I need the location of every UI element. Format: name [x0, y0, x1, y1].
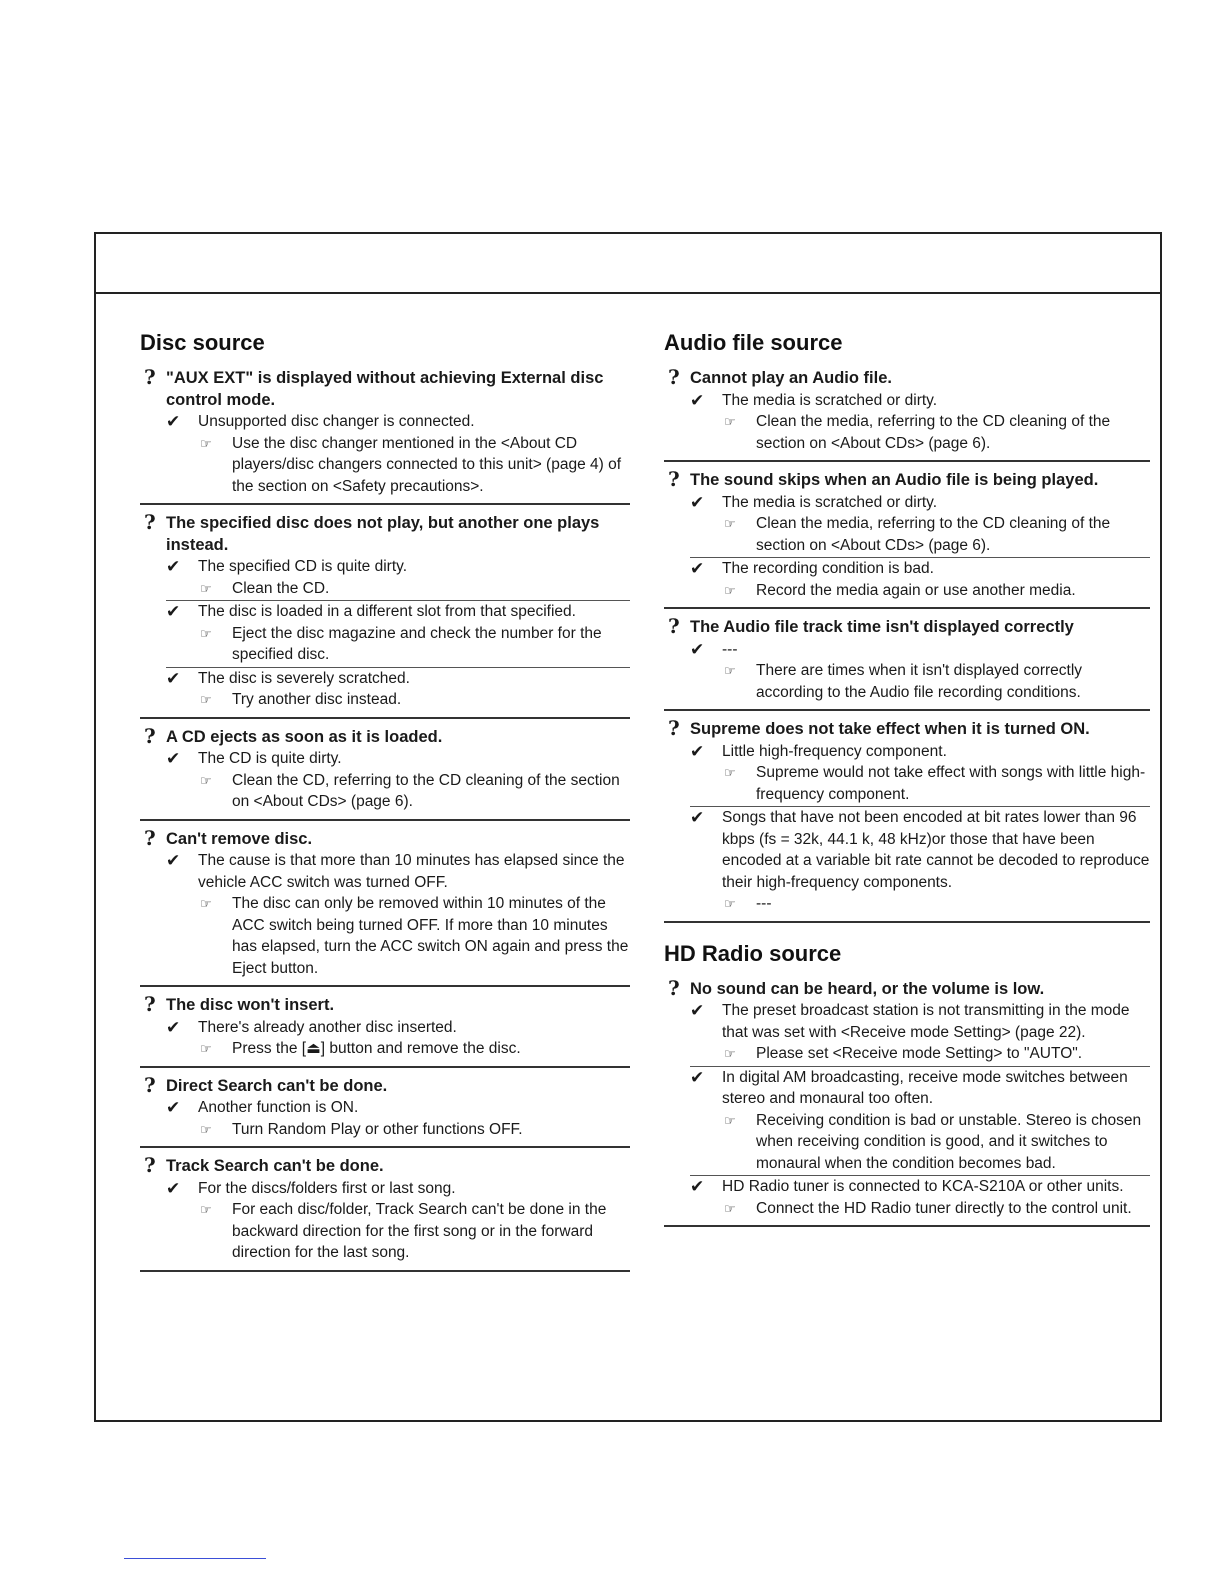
cause: ✔ Songs that have not been encoded at bit rates lower than 96 kbps (fs = 32k, 44.1 k, 48 kHz)or those that have been encoded at a variable bit rate cannot be decoded to reproduce their high-frequency components. ☞ --- — [690, 806, 1150, 915]
remedy: ☞ Please set <Receive mode Setting> to "AUTO". — [722, 1043, 1150, 1065]
problem-direct-search — [140, 1072, 630, 1149]
check-icon: ✔ — [690, 1177, 705, 1196]
question: ? The disc won't insert. — [144, 992, 335, 1016]
question-icon: ? — [144, 723, 156, 748]
cause: ✔ There's already another disc inserted. ☞ Press the [⏏] button and remove the disc. — [166, 1017, 630, 1060]
question: ? Cannot play an Audio file. — [668, 365, 892, 389]
question-icon: ? — [144, 365, 156, 389]
problem-cannot-play — [664, 365, 1150, 462]
remedy: ☞ Eject the disc magazine and check the number for the specified disc. — [200, 624, 602, 663]
check-icon: ✔ — [690, 492, 705, 512]
pointing-hand-icon: ☞ — [200, 1202, 212, 1217]
question-icon: ? — [144, 1153, 156, 1177]
cause: ✔ In digital AM broadcasting, receive mode switches between stereo and monaural too often. ☞ Receiving condition is bad or unstable. Stereo is chosen when receiving condition is good, and it switches to monaural when the condition becomes bad. — [690, 1066, 1150, 1175]
check-icon: ✔ — [690, 1001, 705, 1020]
remedy: ☞ Supreme would not take effect with songs with little high-frequency component. — [724, 764, 1146, 803]
pointing-hand-icon: ☞ — [724, 896, 736, 911]
pointing-hand-icon: ☞ — [724, 663, 736, 678]
left-column — [140, 330, 630, 1280]
cause: ✔ The disc is severely scratched. ☞ Try another disc instead. — [166, 667, 630, 711]
check-icon: ✔ — [690, 639, 705, 659]
remedy: ☞ There are times when it isn't displayed correctly according to the Audio file recording conditions. — [724, 662, 1083, 701]
pointing-hand-icon: ☞ — [200, 435, 212, 451]
question-icon: ? — [668, 614, 680, 638]
pointing-hand-icon: ☞ — [200, 896, 212, 911]
remedy: ☞ --- — [722, 893, 1150, 915]
problem-track-search — [140, 1153, 630, 1272]
question: ? Supreme does not take effect when it is turned ON. — [668, 716, 1090, 740]
pointing-hand-icon: ☞ — [724, 1200, 736, 1216]
check-icon: ✔ — [166, 749, 181, 768]
check-icon: ✔ — [690, 741, 705, 761]
remedy: ☞ Receiving condition is bad or unstable. Stereo is chosen when receiving condition is good, and it switches to monaural when the condition becomes bad. — [724, 1111, 1142, 1172]
pointing-hand-icon: ☞ — [724, 1046, 736, 1061]
pointing-hand-icon: ☞ — [200, 1121, 212, 1137]
question: ? Direct Search can't be done. — [144, 1072, 388, 1097]
remedy: ☞ The disc can only be removed within 10 minutes of the ACC switch being turned OFF. If more than 10 minutes has elapsed, turn the ACC switch ON again and press the Eject button. — [200, 895, 629, 977]
audio-file-source-title: Audio file source — [664, 330, 843, 355]
problem-cd-ejects — [140, 723, 630, 821]
troubleshooting-frame — [94, 232, 1162, 1422]
cause: ✔ The disc is loaded in a different slot from that specified. ☞ Eject the disc magazine and check the number for the specified disc. — [166, 600, 630, 666]
question-icon: ? — [144, 510, 156, 534]
problem-track-time — [664, 614, 1150, 711]
problem-no-sound — [664, 975, 1150, 1228]
check-icon: ✔ — [690, 390, 705, 410]
cause: ✔ The recording condition is bad. ☞ Record the media again or use another media. — [690, 557, 1150, 601]
question-icon: ? — [668, 365, 680, 389]
check-icon: ✔ — [166, 1017, 181, 1037]
check-icon: ✔ — [166, 851, 181, 870]
pointing-hand-icon: ☞ — [200, 772, 212, 788]
check-icon: ✔ — [690, 1067, 705, 1087]
frame-header — [96, 234, 1160, 294]
remedy: ☞ Connect the HD Radio tuner directly to the control unit. — [722, 1198, 1150, 1220]
cause: ✔ Unsupported disc changer is connected. ☞ Use the disc changer mentioned in the <About CD players/disc changers connected to this unit> (page 4) of the section on <Safety precautions>. — [166, 411, 630, 497]
problem-cant-remove — [140, 825, 630, 988]
check-icon: ✔ — [166, 557, 181, 576]
question: ? Track Search can't be done. — [144, 1153, 384, 1177]
remedy: ☞ Press the [⏏] button and remove the disc. — [198, 1038, 630, 1060]
pointing-hand-icon: ☞ — [200, 1041, 212, 1056]
remedy: ☞ Turn Random Play or other functions OFF. — [198, 1119, 630, 1141]
cause: ✔ The preset broadcast station is not transmitting in the mode that was set with <Receive mode Setting> (page 22). ☞ Please set <Receive mode Setting> to "AUTO". — [690, 1000, 1150, 1065]
pointing-hand-icon: ☞ — [200, 625, 212, 641]
pointing-hand-icon: ☞ — [200, 580, 212, 596]
question-icon: ? — [668, 716, 680, 740]
cause: ✔ The media is scratched or dirty. ☞ Clean the media, referring to the CD cleaning of the section on <About CDs> (page 6). — [690, 492, 1150, 557]
question: ? The sound skips when an Audio file is being played. — [668, 467, 1099, 491]
pointing-hand-icon: ☞ — [724, 516, 736, 531]
cause: ✔ The CD is quite dirty. ☞ Clean the CD, referring to the CD cleaning of the section on <About CDs> (page 6). — [166, 748, 630, 813]
cause: ✔ The cause is that more than 10 minutes has elapsed since the vehicle ACC switch was turned OFF. ☞ The disc can only be removed within 10 minutes of the ACC switch being turned OFF. If more than 10 minutes has elapsed, turn the ACC switch ON again and press the Eject button. — [166, 850, 630, 979]
remedy: ☞ Try another disc instead. — [198, 689, 630, 711]
pointing-hand-icon: ☞ — [724, 414, 736, 429]
footer-rule — [124, 1558, 266, 1559]
cause: ✔ --- ☞ There are times when it isn't displayed correctly according to the Audio file recording conditions. — [690, 639, 1150, 704]
cause: ✔ The media is scratched or dirty. ☞ Clean the media, referring to the CD cleaning of the section on <About CDs> (page 6). — [690, 390, 1150, 455]
check-icon: ✔ — [166, 1178, 181, 1198]
question-icon: ? — [144, 1072, 156, 1097]
remedy: ☞ Clean the media, referring to the CD cleaning of the section on <About CDs> (page 6). — [724, 515, 1111, 554]
check-icon: ✔ — [690, 808, 705, 827]
remedy: ☞ Use the disc changer mentioned in the <About CD players/disc changers connected to this unit> (page 4) of the section on <Safety precautions>. — [200, 434, 622, 495]
disc-source-title: Disc source — [140, 330, 265, 355]
cause: ✔ For the discs/folders first or last song. ☞ For each disc/folder, Track Search can't be done in the backward direction for the first song or in the forward direction for the last song. — [166, 1178, 630, 1264]
check-icon: ✔ — [166, 602, 181, 621]
question-icon: ? — [668, 975, 680, 1000]
cause: ✔ Little high-frequency component. ☞ Supreme would not take effect with songs with little high-frequency component. — [690, 741, 1150, 806]
question: ? Can't remove disc. — [144, 825, 313, 850]
problem-wont-insert — [140, 992, 630, 1068]
pointing-hand-icon: ☞ — [724, 765, 736, 780]
question-icon: ? — [144, 992, 156, 1016]
problem-supreme — [664, 716, 1150, 923]
question-icon: ? — [668, 467, 680, 491]
question: ? "AUX EXT" is displayed without achieving External disc control mode. — [144, 365, 604, 409]
right-column — [664, 330, 1150, 1235]
cause: ✔ The specified CD is quite dirty. ☞ Clean the CD. — [166, 556, 630, 599]
problem-wrong-disc — [140, 510, 630, 719]
remedy: ☞ Record the media again or use another media. — [722, 580, 1150, 602]
hd-radio-source-title: HD Radio source — [664, 940, 842, 966]
question: ? A CD ejects as soon as it is loaded. — [144, 723, 443, 748]
cause: ✔ HD Radio tuner is connected to KCA-S210A or other units. ☞ Connect the HD Radio tuner directly to the control unit. — [690, 1175, 1150, 1219]
check-icon: ✔ — [166, 412, 181, 431]
check-icon: ✔ — [166, 668, 181, 688]
problem-sound-skips — [664, 467, 1150, 609]
cause: ✔ Another function is ON. ☞ Turn Random Play or other functions OFF. — [166, 1097, 630, 1140]
remedy: ☞ For each disc/folder, Track Search can't be done in the backward direction for the first song or in the forward direction for the last song. — [200, 1201, 607, 1261]
check-icon: ✔ — [690, 559, 705, 578]
remedy: ☞ Clean the CD. — [198, 578, 630, 600]
question-icon: ? — [144, 825, 156, 850]
question: ? The specified disc does not play, but another one plays instead. — [144, 510, 600, 554]
question: ? The Audio file track time isn't displayed correctly — [668, 614, 1074, 638]
question: ? No sound can be heard, or the volume is low. — [668, 975, 1045, 1000]
remedy: ☞ Clean the CD, referring to the CD cleaning of the section on <About CDs> (page 6). — [200, 771, 620, 810]
pointing-hand-icon: ☞ — [724, 582, 736, 598]
problem-aux-ext — [140, 365, 630, 505]
pointing-hand-icon: ☞ — [200, 692, 212, 707]
remedy: ☞ Clean the media, referring to the CD cleaning of the section on <About CDs> (page 6). — [724, 413, 1111, 452]
check-icon: ✔ — [166, 1098, 181, 1117]
pointing-hand-icon: ☞ — [724, 1112, 736, 1128]
